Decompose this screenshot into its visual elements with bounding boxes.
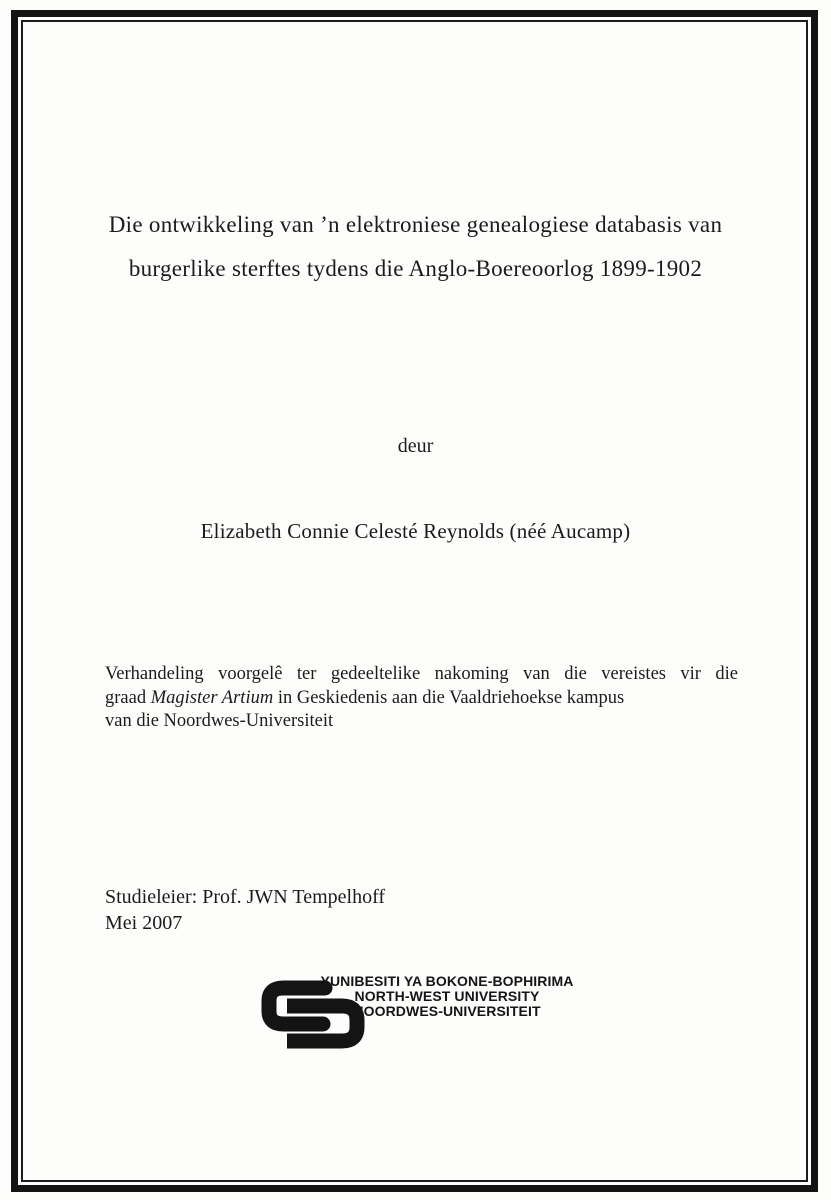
author-name: Elizabeth Connie Celesté Reynolds (néé Aucamp) [200,519,631,543]
date-line: Mei 2007 [105,912,183,934]
university-name-afrikaans: NOORDWES-UNIVERSITEIT [353,1003,541,1020]
supervisor-line: Studieleier: Prof. JWN Tempelhoff [105,886,386,908]
declaration-line-1: Verhandeling voorgelê ter gedeeltelike nakoming van die vereistes vir die [105,664,738,684]
declaration-line-2-post: in Geskiedenis aan die Vaaldriehoekse kampus [273,687,625,708]
declaration-line-3: van die Noordwes-Universiteit [105,711,334,732]
university-name-setswana: YUNIBESITI YA BOKONE-BOPHIRIMA [320,973,574,989]
university-wordmark [318,974,576,1020]
university-name-english: NORTH-WEST UNIVERSITY [354,988,540,1005]
thesis-title-line-1: Die ontwikkeling van ’n elektroniese genealogiese databasis van [108,212,723,237]
degree-name-italic: Magister Artium [150,687,274,708]
supervisor-block [105,884,385,936]
degree-declaration [105,663,738,734]
thesis-title-line-2: burgerlike sterftes tydens die Anglo-Boereoorlog 1899-1902 [128,256,703,281]
declaration-line-2 [105,687,738,711]
north-west-university-logo [257,973,587,1055]
byline: deur [397,435,434,457]
declaration-line-2-pre: graad [105,687,151,708]
